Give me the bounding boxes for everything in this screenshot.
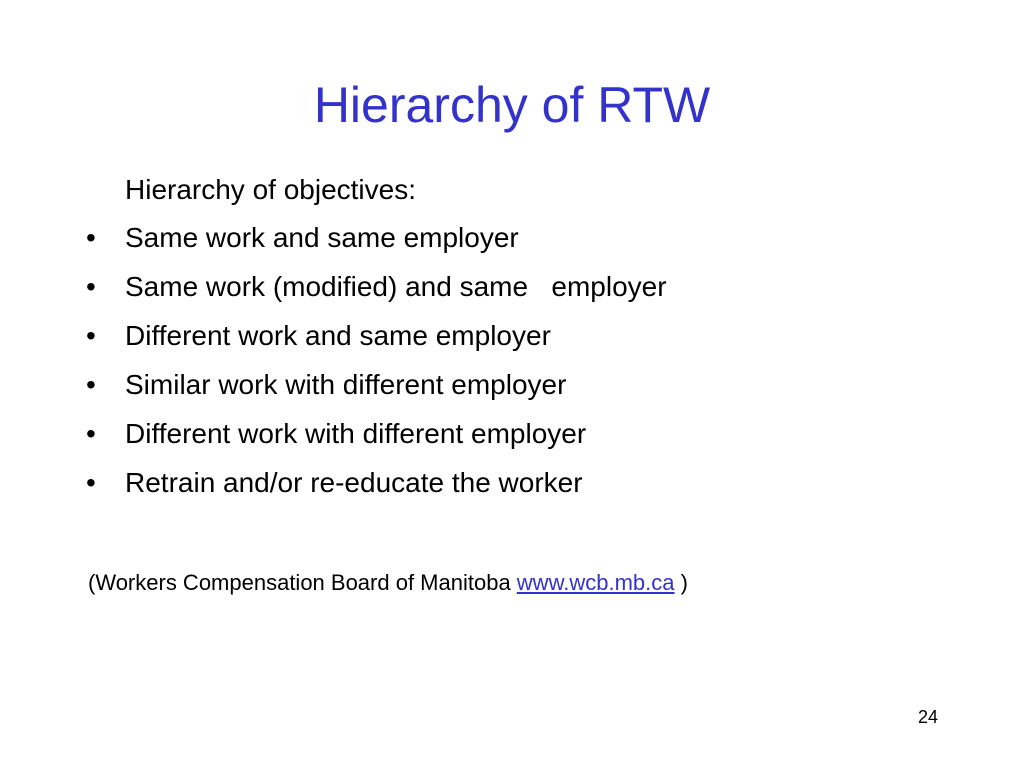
list-item-text: Retrain and/or re-educate the worker <box>125 467 583 498</box>
list-item <box>86 316 551 365</box>
bullet-icon: • <box>86 467 96 498</box>
bullet-icon: • <box>86 418 96 449</box>
bullet-icon: • <box>86 320 96 351</box>
list-item <box>86 365 567 414</box>
bullet-icon: • <box>86 369 96 400</box>
list-item-text: Same work (modified) and same employer <box>125 271 667 302</box>
list-item-text: Different work and same employer <box>125 320 551 351</box>
list-item <box>86 218 519 267</box>
slide-title: Hierarchy of RTW <box>313 77 711 133</box>
list-item-text: Same work and same employer <box>125 222 519 253</box>
intro-text: Hierarchy of objectives: <box>125 174 417 205</box>
bullet-icon: • <box>86 222 96 253</box>
objectives-list <box>86 218 667 512</box>
bullet-icon: • <box>86 271 96 302</box>
page-number: 24 <box>917 707 938 727</box>
citation-prefix: (Workers Compensation Board of Manitoba <box>88 570 517 595</box>
wcb-website-link[interactable]: www.wcb.mb.ca <box>516 570 675 595</box>
citation-suffix: ) <box>674 570 688 595</box>
citation <box>88 566 688 600</box>
list-item <box>86 267 667 316</box>
list-item <box>86 463 583 512</box>
list-item <box>86 414 587 463</box>
list-item-text: Different work with different employer <box>125 418 587 449</box>
list-item-text: Similar work with different employer <box>125 369 567 400</box>
